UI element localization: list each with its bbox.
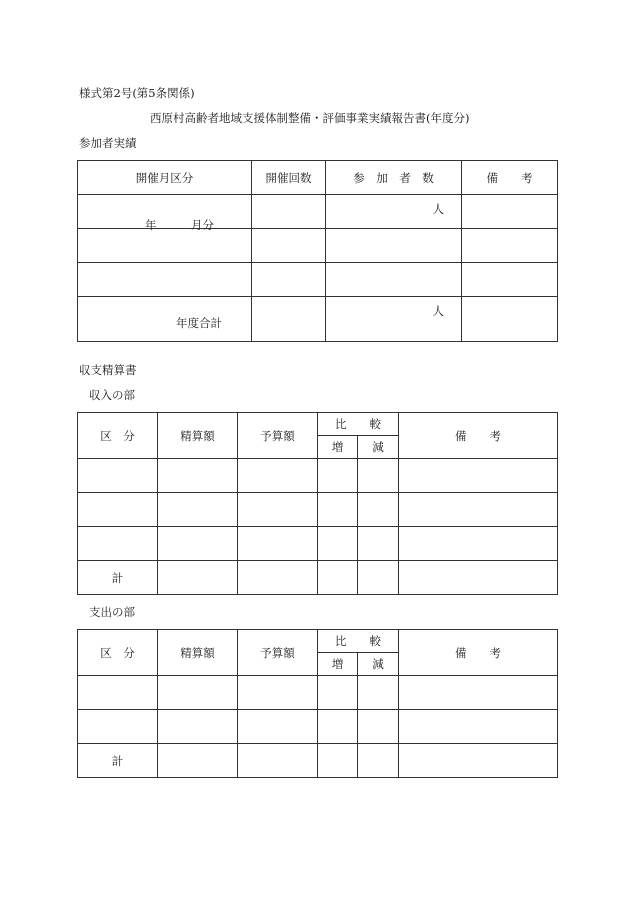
total-label-cell xyxy=(78,297,252,342)
table-row xyxy=(78,710,558,744)
settled-cell[interactable] xyxy=(158,561,238,595)
col-month-header: 開催月区分 xyxy=(78,161,252,195)
col-category-header: 区 分 xyxy=(78,630,158,676)
budget-cell[interactable] xyxy=(238,676,318,710)
total-label-cell: 計 xyxy=(78,561,158,595)
budget-cell[interactable] xyxy=(238,744,318,778)
form-number: 様式第2号(第5条関係) xyxy=(79,86,195,100)
increase-cell[interactable] xyxy=(318,493,358,527)
count-cell[interactable] xyxy=(252,195,326,229)
col-count-header: 開催回数 xyxy=(252,161,326,195)
increase-cell[interactable] xyxy=(318,744,358,778)
decrease-cell[interactable] xyxy=(358,459,399,493)
income-heading: 収入の部 xyxy=(89,388,135,402)
col-participants-header: 参 加 者 数 xyxy=(326,161,462,195)
remarks-cell[interactable] xyxy=(462,229,558,263)
remarks-cell[interactable] xyxy=(399,710,558,744)
expense-table xyxy=(77,629,558,778)
unit-label: 人 xyxy=(432,202,444,216)
remarks-cell[interactable] xyxy=(399,493,558,527)
participants-table xyxy=(77,160,558,342)
total-participants-cell[interactable] xyxy=(326,297,462,342)
budget-cell[interactable] xyxy=(238,459,318,493)
remarks-cell[interactable] xyxy=(399,744,558,778)
table-row xyxy=(78,263,558,297)
category-cell[interactable] xyxy=(78,459,158,493)
settlement-heading: 収支精算書 xyxy=(79,363,137,377)
decrease-cell[interactable] xyxy=(358,710,399,744)
participants-cell[interactable] xyxy=(326,195,462,229)
total-remarks-cell[interactable] xyxy=(462,297,558,342)
participants-cell[interactable] xyxy=(326,263,462,297)
category-cell[interactable] xyxy=(78,527,158,561)
remarks-cell[interactable] xyxy=(399,676,558,710)
table-row xyxy=(78,493,558,527)
category-cell[interactable] xyxy=(78,710,158,744)
month-cell[interactable] xyxy=(78,229,252,263)
budget-cell[interactable] xyxy=(238,710,318,744)
table-row xyxy=(78,527,558,561)
expense-heading: 支出の部 xyxy=(89,605,135,619)
count-cell[interactable] xyxy=(252,263,326,297)
col-remarks-header: 備 考 xyxy=(462,161,558,195)
budget-cell[interactable] xyxy=(238,493,318,527)
budget-cell[interactable] xyxy=(238,527,318,561)
decrease-cell[interactable] xyxy=(358,493,399,527)
increase-cell[interactable] xyxy=(318,459,358,493)
month-label: 月分 xyxy=(191,218,214,232)
col-budget-header: 予算額 xyxy=(238,630,318,676)
count-cell[interactable] xyxy=(252,229,326,263)
col-increase-header: 増 xyxy=(318,436,358,459)
increase-cell[interactable] xyxy=(318,710,358,744)
increase-cell[interactable] xyxy=(318,527,358,561)
table-row xyxy=(78,229,558,263)
settled-cell[interactable] xyxy=(158,527,238,561)
col-decrease-header: 減 xyxy=(358,653,399,676)
col-remarks-header: 備 考 xyxy=(399,413,558,459)
settled-cell[interactable] xyxy=(158,459,238,493)
category-cell[interactable] xyxy=(78,676,158,710)
col-budget-header: 予算額 xyxy=(238,413,318,459)
col-increase-header: 増 xyxy=(318,653,358,676)
total-label-cell: 計 xyxy=(78,744,158,778)
col-settled-header: 精算額 xyxy=(158,413,238,459)
income-header-row xyxy=(78,413,558,436)
expense-header-row xyxy=(78,630,558,653)
decrease-cell[interactable] xyxy=(358,561,399,595)
remarks-cell[interactable] xyxy=(462,195,558,229)
increase-cell[interactable] xyxy=(318,561,358,595)
table-row xyxy=(78,459,558,493)
col-settled-header: 精算額 xyxy=(158,630,238,676)
total-row xyxy=(78,744,558,778)
remarks-cell[interactable] xyxy=(399,459,558,493)
settled-cell[interactable] xyxy=(158,744,238,778)
category-cell[interactable] xyxy=(78,493,158,527)
increase-cell[interactable] xyxy=(318,676,358,710)
remarks-cell[interactable] xyxy=(399,561,558,595)
decrease-cell[interactable] xyxy=(358,744,399,778)
unit-label: 人 xyxy=(432,304,444,318)
table-row xyxy=(78,195,558,229)
col-decrease-header: 減 xyxy=(358,436,399,459)
budget-cell[interactable] xyxy=(238,561,318,595)
income-table xyxy=(77,412,558,595)
total-row xyxy=(78,297,558,342)
settled-cell[interactable] xyxy=(158,710,238,744)
col-remarks-header: 備 考 xyxy=(399,630,558,676)
total-label: 年度合計 xyxy=(176,316,222,330)
col-compare-header: 比 較 xyxy=(318,630,399,653)
total-count-cell[interactable] xyxy=(252,297,326,342)
participants-heading: 参加者実績 xyxy=(79,136,137,150)
document-title: 西原村高齢者地域支援体制整備・評価事業実績報告書(年度分) xyxy=(150,111,470,125)
decrease-cell[interactable] xyxy=(358,527,399,561)
participants-cell[interactable] xyxy=(326,229,462,263)
remarks-cell[interactable] xyxy=(462,263,558,297)
participants-header-row xyxy=(78,161,558,195)
settled-cell[interactable] xyxy=(158,493,238,527)
total-row xyxy=(78,561,558,595)
table-row xyxy=(78,676,558,710)
month-cell[interactable] xyxy=(78,263,252,297)
month-cell[interactable] xyxy=(78,195,252,232)
year-label: 年 xyxy=(145,218,157,232)
decrease-cell[interactable] xyxy=(358,676,399,710)
col-compare-header: 比 較 xyxy=(318,413,399,436)
col-category-header: 区 分 xyxy=(78,413,158,459)
remarks-cell[interactable] xyxy=(399,527,558,561)
settled-cell[interactable] xyxy=(158,676,238,710)
